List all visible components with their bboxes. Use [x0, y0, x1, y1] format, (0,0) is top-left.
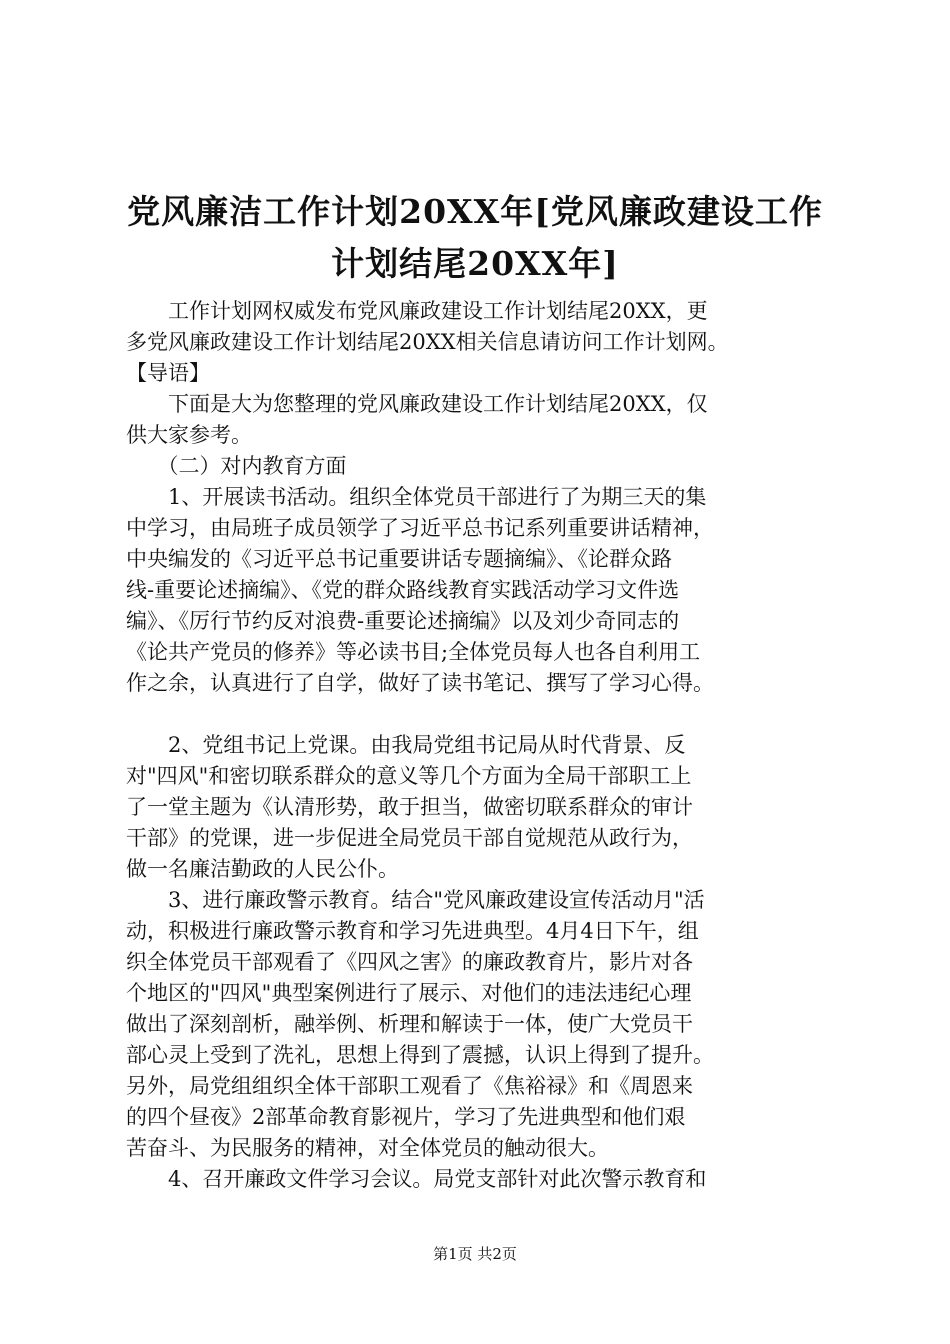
body-text-line: 的四个昼夜》2部革命教育影视片，学习了先进典型和他们艰	[126, 1105, 686, 1129]
body-text-line: 4、召开廉政文件学习会议。局党支部针对此次警示教育和	[126, 1167, 707, 1191]
body-text-line: 部心灵上受到了洗礼，思想上得到了震撼，认识上得到了提升。	[126, 1043, 714, 1067]
body-text-line: 中学习，由局班子成员领学了习近平总书记系列重要讲话精神，	[126, 516, 714, 540]
body-text-line: 了一堂主题为《认清形势，敢于担当，做密切联系群众的审计	[126, 795, 693, 819]
body-text-line: 干部》的党课，进一步促进全局党员干部自觉规范从政行为，	[126, 826, 693, 850]
body-text-line: 【导语】	[126, 361, 210, 385]
body-text-line: 《论共产党员的修养》等必读书目;全体党员每人也各自利用工	[126, 640, 701, 664]
blank-line	[126, 699, 841, 730]
body-text-line: 动，积极进行廉政警示教育和学习先进典型。4月4日下午，组	[126, 919, 699, 943]
body-text-line: 3、进行廉政警示教育。结合"党风廉政建设宣传活动月"活	[126, 888, 705, 912]
page-footer: 第1页 共2页	[433, 1245, 517, 1263]
body-text-line: 线-重要论述摘编》、《党的群众路线教育实践活动学习文件选	[126, 578, 680, 602]
title-line-1: 党风廉洁工作计划20XX年[党风廉政建设工作	[127, 192, 823, 231]
body-text-line: 做一名廉洁勤政的人民公仆。	[126, 857, 399, 881]
body-text-line: 对"四风"和密切联系群众的意义等几个方面为全局干部职工上	[126, 764, 692, 788]
body-text-line: 中央编发的《习近平总书记重要讲话专题摘编》、《论群众路	[126, 547, 672, 571]
body-text-line: 做出了深刻剖析，融举例、析理和解读于一体，使广大党员干	[126, 1012, 693, 1036]
body-text-line: 供大家参考。	[126, 423, 252, 447]
title-line-2: 计划结尾20XX年]	[331, 244, 619, 283]
body-text-line: 苦奋斗、为民服务的精神，对全体党员的触动很大。	[126, 1136, 609, 1160]
body-text-line: 作之余，认真进行了自学，做好了读书笔记、撰写了学习心得。	[126, 671, 714, 695]
body-text-line: 多党风廉政建设工作计划结尾20XX相关信息请访问工作计划网。	[126, 330, 729, 354]
body-text-line: 2、党组书记上党课。由我局党组书记局从时代背景、反	[126, 733, 686, 757]
document-title	[100, 186, 850, 290]
body-text-line: 个地区的"四风"典型案例进行了展示、对他们的违法违纪心理	[126, 981, 692, 1005]
body-text-line: 下面是大为您整理的党风廉政建设工作计划结尾20XX，仅	[126, 392, 708, 416]
document-body	[126, 296, 841, 1195]
body-text-line: 编》、《厉行节约反对浪费-重要论述摘编》以及刘少奇同志的	[126, 609, 680, 633]
body-text-line: 另外，局党组组织全体干部职工观看了《焦裕禄》和《周恩来	[126, 1074, 693, 1098]
body-text-line: 织全体党员干部观看了《四风之害》的廉政教育片，影片对各	[126, 950, 693, 974]
body-text-line: 工作计划网权威发布党风廉政建设工作计划结尾20XX，更	[126, 299, 708, 323]
body-text-line: （二）对内教育方面	[126, 454, 347, 478]
body-text-line: 1、开展读书活动。组织全体党员干部进行了为期三天的集	[126, 485, 707, 509]
